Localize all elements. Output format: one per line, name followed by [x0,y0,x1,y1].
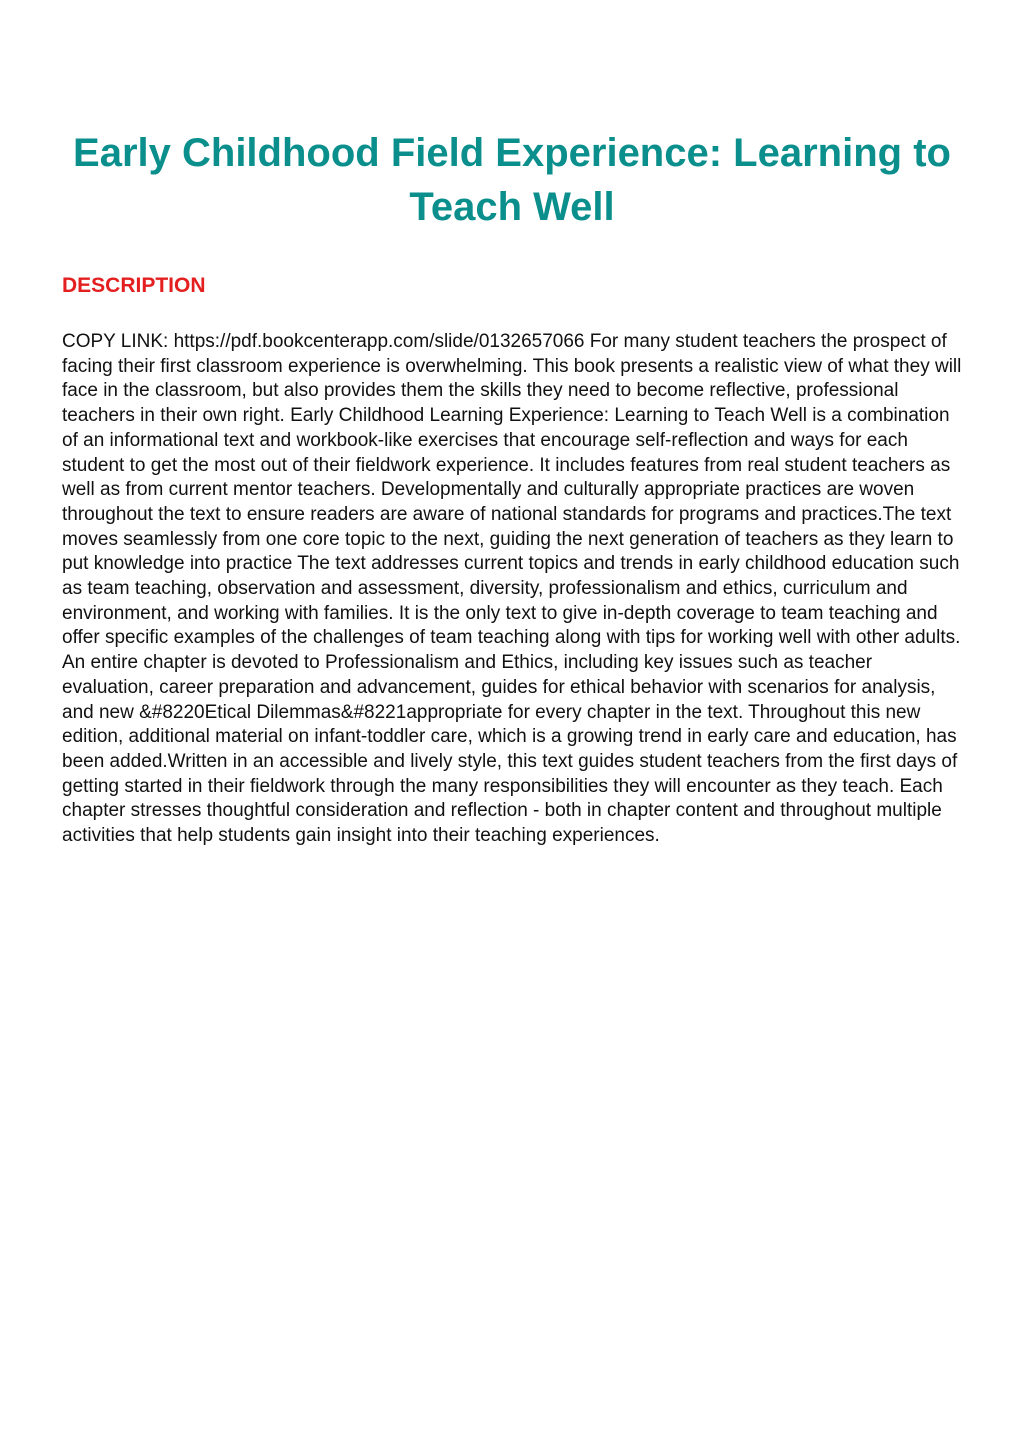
document-title: Early Childhood Field Experience: Learning to Teach Well [73,131,951,229]
description-body: COPY LINK: https://pdf.bookcenterapp.com/slide/0132657066 For many student teachers the prospect of facing their first classroom experience is overwhelming. This book presents a realistic view of what they will face in the classroom, but also provides them the skills they need to become reflective, professional teachers in their own right. Early Childhood Learning Experience: Learning to Teach Well is a combination of an informational text and workbook-like exercises that encourage self-reflection and ways for each student to get the most out of their fieldwork experience. It includes features from real student teachers as well as from current mentor teachers. Developmentally and culturally appropriate practices are woven throughout the text to ensure readers are aware of national standards for programs and practices.The text moves seamlessly from one core topic to the next, guiding the next generation of teachers as they learn to put knowledge into practice The text addresses current topics and trends in early childhood education such as team teaching, observation and assessment, diversity, professionalism and ethics, curriculum and environment, and working with families. It is the only text to give in-depth coverage to team teaching and offer specific examples of the challenges of team teaching along with tips for working well with other adults. An entire chapter is devoted to Professionalism and Ethics, including key issues such as teacher evaluation, career preparation and advancement, guides for ethical behavior with scenarios for analysis, and new &#8220Etical Dilemmas&#8221appropriate for every chapter in the text. Throughout this new edition, additional material on infant-toddler care, which is a growing trend in early care and education, has been added.Written in an accessible and lively style, this text guides student teachers from the first days of getting started in their fieldwork through the many responsibilities they will encounter as they teach. Each chapter stresses thoughtful consideration and reflection - both in chapter content and throughout multiple activities that help students gain insight into their teaching experiences. [62,331,962,847]
description-heading: DESCRIPTION [62,274,206,297]
